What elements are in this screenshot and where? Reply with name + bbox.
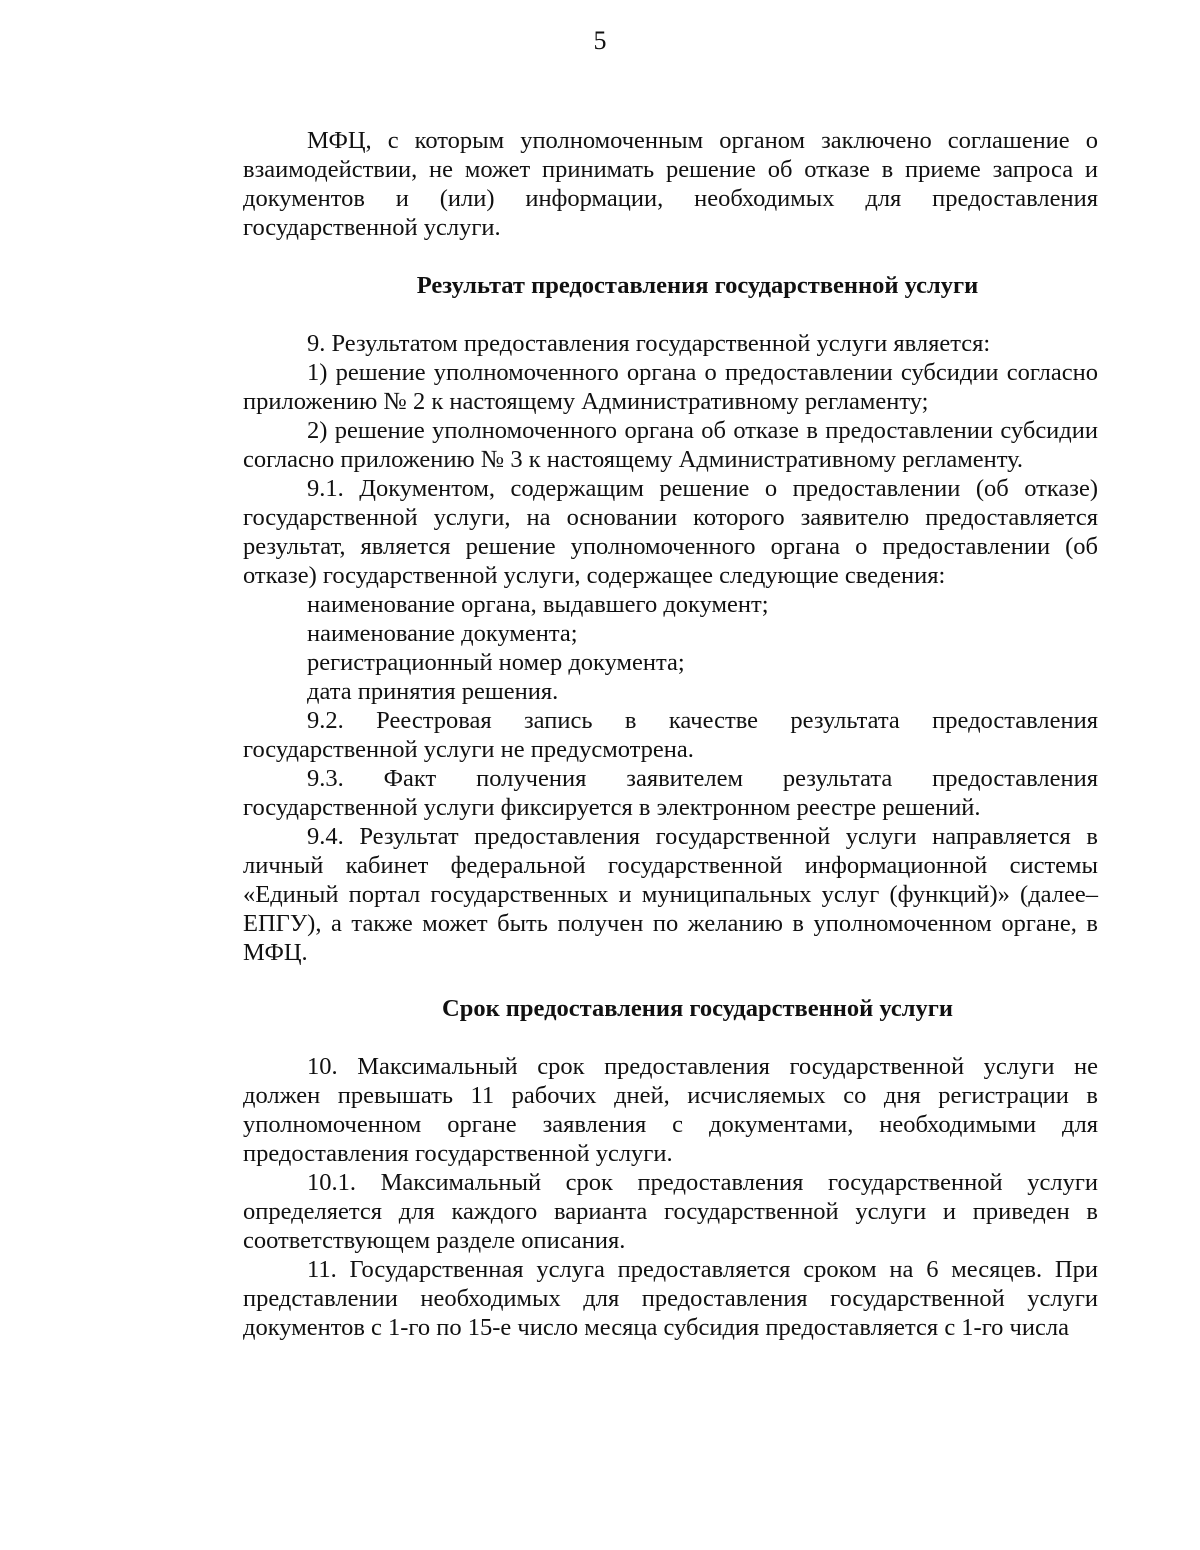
- page-content: [243, 126, 1098, 1342]
- section-heading-result: Результат предоставления государственной услуги: [416, 272, 979, 299]
- paragraph-9-item-1: 1) решение уполномоченного органа о предоставлении субсидии согласно приложению № 2 к настоящему Административному регламенту;: [243, 359, 1098, 415]
- paragraph-9-2: 9.2. Реестровая запись в качестве результата предоставления государственной услуги не предусмотрена.: [243, 707, 1098, 763]
- paragraph-10-1: 10.1. Максимальный срок предоставления государственной услуги определяется для каждого варианта государственной услуги и приведен в соответствующем разделе описания.: [243, 1169, 1098, 1254]
- list-item: регистрационный номер документа;: [307, 649, 685, 676]
- intro-paragraph: МФЦ, с которым уполномоченным органом заключено соглашение о взаимодействии, не может принимать решение об отказе в приеме запроса и документов и (или) информации, необходимых для предоставления государственной услуги.: [243, 127, 1098, 241]
- paragraph-9-4: 9.4. Результат предоставления государственной услуги направляется в личный кабинет федеральной государственной информационной системы «Единый портал государственных и муниципальных услуг (функций)» (далее– ЕПГУ), а также может быть получен по желанию в уполномоченном органе, в МФЦ.: [243, 823, 1098, 966]
- paragraph-9-item-2: 2) решение уполномоченного органа об отказе в предоставлении субсидии согласно приложению № 3 к настоящему Административному регламенту.: [243, 417, 1098, 473]
- paragraph-10: 10. Максимальный срок предоставления государственной услуги не должен превышать 11 рабочих дней, исчисляемых со дня регистрации в уполномоченном органе заявления с документами, необходимыми для предоставления государственной услуги.: [243, 1053, 1098, 1167]
- page-number: 5: [593, 26, 607, 55]
- list-item: дата принятия решения.: [307, 678, 559, 705]
- paragraph-11: 11. Государственная услуга предоставляется сроком на 6 месяцев. При представлении необходимых для предоставления государственной услуги документов с 1-го по 15-е число месяца субсидия предоставляется с 1-го числа: [243, 1256, 1098, 1341]
- paragraph-9-1: 9.1. Документом, содержащим решение о предоставлении (об отказе) государственной услуги, на основании которого заявителю предоставляется результат, является решение уполномоченного органа о предоставлении (об отказе) государственной услуги, содержащее следующие сведения:: [243, 475, 1098, 589]
- section-heading-term: Срок предоставления государственной услуги: [442, 995, 953, 1022]
- list-item: наименование документа;: [307, 620, 578, 647]
- paragraph-9-3: 9.3. Факт получения заявителем результата предоставления государственной услуги фиксируется в электронном реестре решений.: [243, 765, 1098, 821]
- list-item: наименование органа, выдавшего документ;: [307, 591, 769, 618]
- paragraph-9: 9. Результатом предоставления государственной услуги является:: [307, 330, 991, 357]
